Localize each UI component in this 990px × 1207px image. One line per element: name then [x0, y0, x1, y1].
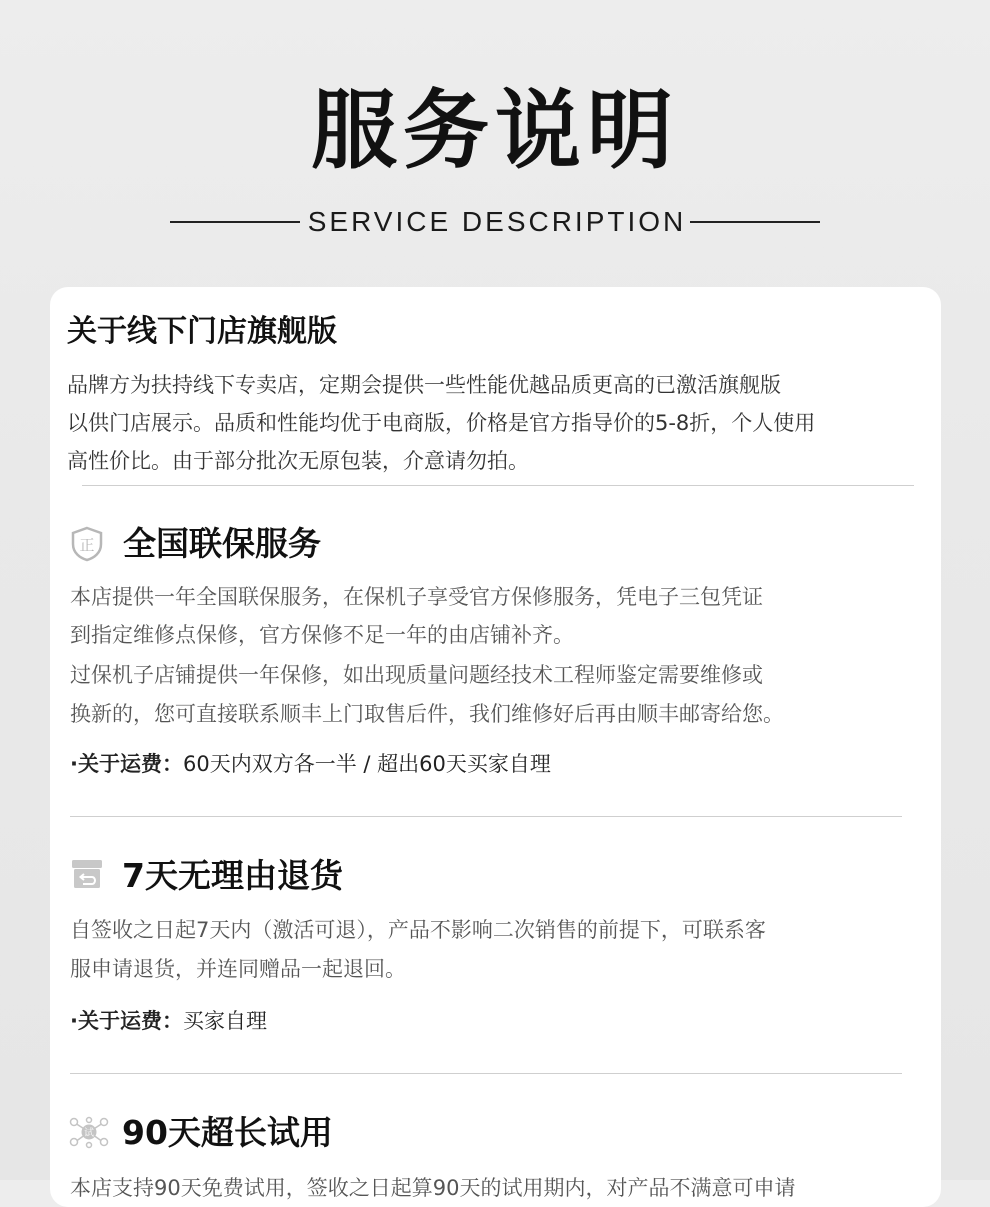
shipping-note-key: ·关于运费：: [70, 752, 183, 776]
shipping-note-value: 买家自理: [182, 1009, 267, 1033]
subtitle-left-line: [170, 221, 300, 223]
return-box-icon: [70, 858, 104, 894]
subtitle-row: [0, 204, 990, 240]
section-divider: [70, 816, 902, 817]
page-title: 服务说明: [311, 81, 679, 181]
section-text-line: 高性价比。由于部分批次无原包装，介意请勿拍。: [67, 449, 529, 473]
section-text-line: 换新的，您可直接联系顺丰上门取售后件，我们维修好后再由顺丰邮寄给您。: [70, 702, 784, 726]
section-text-line: 自签收之日起7天内（激活可退），产品不影响二次销售的前提下，可联系客: [70, 918, 766, 942]
shipping-note: [70, 749, 551, 779]
section-text-line: 以供门店展示。品质和性能均优于电商版，价格是官方指导价的5-8折，个人使用: [67, 411, 816, 435]
section-text-line: 本店支持90天免费试用，签收之日起算90天的试用期内，对产品不满意可申请: [70, 1176, 796, 1200]
network-icon-text: 试: [84, 1128, 94, 1139]
section-divider: [82, 485, 914, 486]
section-title-offline-flagship: 关于线下门店旗舰版: [67, 314, 337, 349]
shipping-note-key: ·关于运费：: [70, 1009, 183, 1033]
section-text-line: 到指定维修点保修，官方保修不足一年的由店铺补齐。: [70, 623, 574, 647]
shield-icon: [70, 526, 104, 566]
section-title-warranty: 全国联保服务: [123, 524, 321, 563]
section-text-line: 品牌方为扶持线下专卖店，定期会提供一些性能优越品质更高的已激活旗舰版: [67, 373, 781, 397]
section-text-line: 过保机子店铺提供一年保修，如出现质量问题经技术工程师鉴定需要维修或: [70, 663, 763, 687]
shield-icon-text: 正: [79, 536, 95, 554]
section-text-line: 本店提供一年全国联保服务，在保机子享受官方保修服务，凭电子三包凭证: [70, 585, 763, 609]
section-divider: [70, 1073, 902, 1074]
shipping-note-value: 60天内双方各一半 / 超出60天买家自理: [182, 752, 551, 776]
network-icon: [69, 1115, 109, 1153]
service-card: [50, 287, 941, 1207]
section-text-line: 服申请退货，并连同赠品一起退回。: [70, 957, 406, 981]
section-title-7day-return: 7天无理由退货: [122, 856, 343, 895]
shipping-note: [70, 1006, 267, 1036]
subtitle-right-line: [690, 221, 820, 223]
section-title-90day-trial: 90天超长试用: [122, 1113, 333, 1152]
page-subtitle: SERVICE DESCRIPTION: [307, 206, 687, 237]
